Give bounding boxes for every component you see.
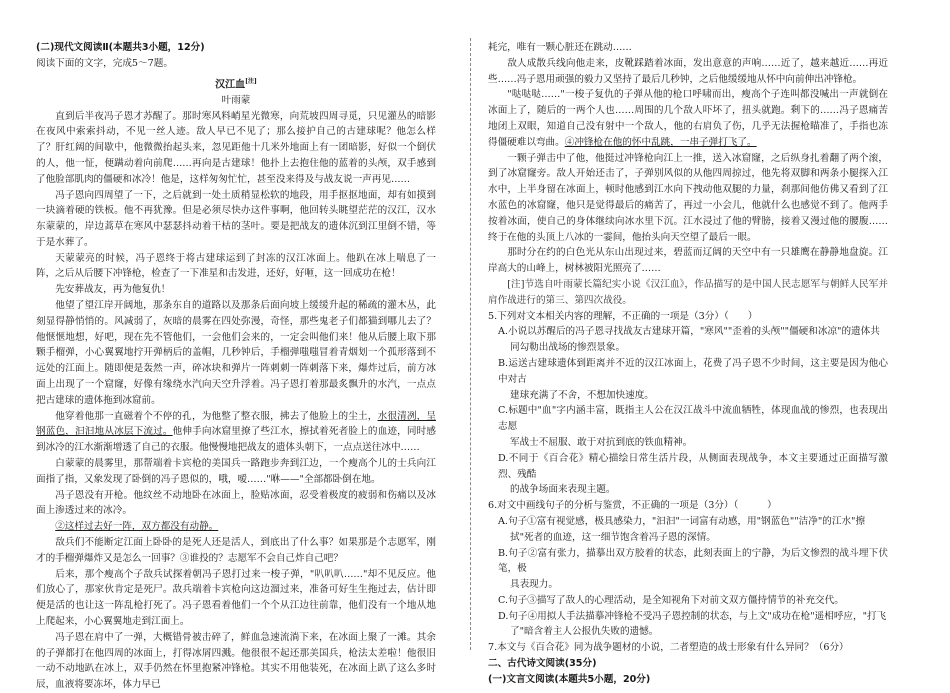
paragraph-text: 他伸手向冰窟里撩了些江水，擦拭着死者脸上的血迹，同时感到冰冷的江水渐渐增透了自己的衣服。他慢慢地把战友的遗体头朝下，一点点送往冰中…… bbox=[36, 426, 437, 454]
paragraph: 敌人成散兵线向他走来，皮靴踩踏着冰面，发出意意的声响……近了，越来越近……再近些……冯子恩用顽强的毅力又坚持了最后几秒钟，之后他缓缓地从怀中向前伸出冲锋枪。 bbox=[488, 57, 888, 85]
paragraph-text: "哒哒哒……"一梭子复仇的子弹从他的枪口呼啸而出，瘦高个子连叫都没喊出一声就倒在冰面上了，随后的一两个人也……周围的几个敌人吓坏了，扭头就跑。剩下的……冯子恩痛苦地闭上双眼，知道自己没有射中一个敌人，他的右肩负了伤，几乎无法握枪瞄准了，手指也冻得僵硬难以弯曲。 bbox=[488, 89, 888, 148]
option-5b bbox=[488, 356, 888, 403]
question-5: 5.下列对文本相关内容的理解，不正确的一项是（3分）（ ） bbox=[488, 310, 758, 322]
paragraph: 先安葬战友，再为他复仇！ bbox=[55, 284, 171, 296]
option-5c bbox=[488, 403, 888, 450]
option-text: 军战士不屈服、敢于对抗到底的铁血精神。 bbox=[510, 436, 693, 448]
footnote: [注]节选自叶雨蒙长篇纪实小说《汉江血》，作品描写的是中国人民志愿军与朝鲜人民军并肩作战进行的第三、第四次战役。 bbox=[488, 278, 888, 306]
option-text: 具表现力。 bbox=[510, 579, 558, 591]
paragraph: 天蒙蒙亮的时候，冯子恩终于将古建球运到了封冻的汉江冰面上。他趴在冰上喘息了一阵，之后从后腰下冲锋枪，检查了一下准星和击发进，还好，好咂，这一回成功在枪！ bbox=[36, 252, 436, 280]
option-5a bbox=[488, 324, 888, 356]
option-text: B.句子②富有张力，描摹出双方胶着的状态，此刻表面上的宁静，为后文惨烈的战斗埋下伏笔，极 bbox=[498, 547, 888, 575]
paragraph bbox=[488, 87, 888, 150]
right-column bbox=[488, 40, 888, 688]
left-column bbox=[36, 40, 436, 693]
option-text: 拭"死者的血迹，这一细节饱含着冯子恩的深情。 bbox=[510, 531, 716, 543]
section-header-2: 二、古代诗文阅读(35分) bbox=[488, 658, 597, 670]
paragraph-text: 他穿着他那一直磁着个不停的孔，为他整了整衣服，拂去了他脸上的尘土， bbox=[55, 410, 378, 422]
paragraph: 冯子恩没有开枪。他纹丝不动地卧在冰面上，脸贴冰面，忍受着极度的疲弱和伤痛以及冰面上渗透过来的冰冷。 bbox=[36, 489, 436, 517]
option-text: D.句子④用拟人手法描摹冲锋枪不受冯子恩控制的状态，与上文"成功在枪"遥相呼应，"打飞 bbox=[498, 610, 887, 622]
option-text: A.小说以苏醒后的冯子恩寻找战友古建球开篇，"寒风""歪着的头颅""僵硬和冰凉"的遗体共 bbox=[498, 326, 880, 338]
column-divider bbox=[470, 38, 471, 650]
underlined-sentence-1: 水很清冽，呈钢蓝色，汩汩地从冰层下流过。 bbox=[36, 410, 437, 438]
section-header: (二)现代文阅读Ⅱ(本题共3小题，12分) bbox=[36, 42, 205, 53]
option-6d bbox=[488, 609, 888, 641]
paragraph: 白蒙蒙的晨雾里，那帮端着卡宾枪的美国兵一路跑步奔到江边，一个瘦高个儿的士兵向江面指了指，又象发现了卧倒的冯子恩似的，哦，嗳……"咻——"全部都卧倒在地。 bbox=[36, 458, 436, 485]
question-7: 7.本文与《百合花》同为战争题材的小说，二者塑造的战士形象有什么异同？（6分） bbox=[488, 642, 849, 654]
paragraph: 冯子恩在肩中了一弹，大概错骨被击碎了，鲜血急速流淌下来，在冰面上聚了一滩。其余的子弹都打在他四周的冰面上，打得冰屑四溅。他很很不起还那美国兵，枪法太差啦！他很旧一动不动地趴在冰上，双手仍然在怀里抱紧冲锋枪。其实不用他装死，在冰面上趴了这么多时辰，血液将要冻坏，体力早已 bbox=[36, 631, 436, 691]
paragraph: 冯子恩向四周望了一下，之后就到一处土质稍显松软的地段，用手抠抠地面，却有如摸到一块滴着硬的铁板。他不再犹豫。但是必须尽快办这件事啊，他回转头眺望茫茫的汉江，汉水东蒙蒙的，岸边蒿草在寒风中瑟瑟抖动着干枯的茎叶。要是把战友的遗体沉到江里倒不错，等于是水葬了。 bbox=[36, 189, 436, 248]
option-6a bbox=[488, 514, 888, 546]
paragraph: 一颗子弹击中了他，他挺过冲锋枪向江上一推，送入冰窟窿，之后纵身扎着翻了两个滚，到了冰窟窿旁。敌人开始还击了，子弹别风似的从他四周掠过，他先将双脚和两条小腿探入江水中，上半身留在冰面上，顿时他感到江水向下拽动他双腿的力量，刹那间他仿佛又看到了江水蓝色的冰窟窿，他只是觉得最后的痛苦了，再过一小会儿，他就什么也感觉不到了。他两手按着冰面，使自己的身体继续向冰水里下沉。江水浸过了他的臂膀，接着又漫过他的腰腹……终于在他的头顶上八冰的一霎间，他抬头向天空望了最后一眼。 bbox=[488, 152, 888, 243]
option-text: D.不同于《百合花》精心描绘日常生活片段，从侧面表现战争，本文主要通过正面描写激烈、残酷 bbox=[498, 452, 888, 480]
passage-title bbox=[36, 74, 436, 93]
paragraph: 他望了望江岸开阔地，那条东自的道路以及那条后面向坡上缓缓升起的稀疏的灌木丛，此刻显得静悄悄的。风减弱了，灰暗的晨雾在四处弥漫，奇怪，那些鬼老子们都猫到哪儿去了？他惬惬地想，好吧，现在先不管他们，一会他们会来的，一定会叫他们来！他从后腰上取下那颗手榴弹，小心翼翼地拧开弹柄后的盖帽，几秒钟后，手榴弹嗤嗤冒着青烟划一个孤形落到不远处的江面上。随即便是轰然一声，碎冰块和弹片一阵刺刺一阵刺落下来，爆炸过后，前方冰面上出现了一个窟窿，好像有缘绕水汽向天空升浮着。冯子恩打着那最炙飘升的水汽，一点点把古建球的遗体拖到冰窟前。 bbox=[36, 300, 436, 406]
author: 叶雨蒙 bbox=[221, 94, 251, 106]
paragraph: 敌兵们不能断定江面上卧卧的是死人还是活人，到底出了什么事？如果那是个志愿军，刚才的手榴弹爆炸又是怎么一回事？③谁投的？志愿军不会自己炸自己吧？ bbox=[36, 537, 436, 564]
option-text: A.句子①富有视觉感，极具感染力，"汩汩"一词富有动感，用"钢蓝色""洁净"的江水"擦 bbox=[498, 515, 866, 527]
passage-title-text: 汉江血 bbox=[215, 78, 246, 90]
option-text: 建球充满了不舍，不想加快速度。 bbox=[510, 389, 654, 401]
option-text: 同勾勒出战场的惨烈景象。 bbox=[510, 342, 626, 354]
paragraph: 直到后半夜冯子恩才苏醒了。那时寒风料峭星光微寒，向荒坡四周寻觅，只见灌丛的暗影在夜风中索索抖动，不见一丝人迹。敌人早已不见了；那么接护自己的古建球呢？他怎么样了？肝红阔的间歇中，他微微抬起头来，忽见距他十几米外地面上有一团暗影，好似一个倒伏的人，他一怔，便蹒动着向前爬……再向是古建球！他扑上去抱住他的蓝着的头颅，双手感到了他脸部肌肉的僵硬和冰冷！他是，这样匆匆忙忙，甚至没来得及与战友说一声再见…… bbox=[36, 110, 436, 185]
option-text: C.标题中"血"字内涵丰富，既指主人公在汉江战斗中流血牺牲，体现血战的惨烈，也表现出志愿 bbox=[498, 405, 888, 433]
paragraph: 那时分在约的白色光从东山出现过来，碧蓝而辽阔的天空中有一只雄鹰在静静地盘旋。江岸高大的山峰上，树林被阳光照亮了…… bbox=[488, 247, 888, 275]
option-5d bbox=[488, 451, 888, 498]
option-6b bbox=[488, 546, 888, 593]
title-note-mark: [注] bbox=[245, 77, 257, 85]
option-text: 了"暗含着主人公报仇失败的遗憾。 bbox=[510, 626, 659, 638]
option-text: 的战争场面来表现主题。 bbox=[510, 484, 616, 496]
paragraph: 后来，那个瘦高个子敌兵试探着朝冯子恩打过来一梭子弹，"叭叭叭……"却不见反应。他们放心了，那家伙肯定是死尸。敌兵端着卡宾枪向这边溜过来，准备可好生生拖过去，估计即便是活的也让这一阵乱枪打死了。冯子恩看着他们一个个从江边往前靠，他们没有一个地从地上爬起来，小心翼翼地走到江面上。 bbox=[36, 568, 436, 628]
question-6: 6.对文中画线句子的分析与鉴赏，不正确的一项是（3分）（ ） bbox=[488, 500, 777, 512]
option-6c: C.句子③描写了敌人的心理活动，是全知视角下对前文双方僵持情节的补充交代。 bbox=[498, 594, 844, 606]
instruction: 阅读下面的文字，完成5～7题。 bbox=[36, 57, 173, 69]
underlined-sentence-4: ④冲锋枪在他的怀中乱跳，一串子弹打飞了。 bbox=[564, 136, 757, 148]
paragraph bbox=[36, 409, 436, 456]
paragraph: 耗完，唯有一颗心脏还在跳动…… bbox=[488, 42, 632, 53]
underlined-sentence-2: ②这样过去好一阵，双方都没有动静。 bbox=[55, 521, 219, 533]
section-header-2-1: (一)文言文阅读(本题共5小题，20分) bbox=[488, 673, 651, 685]
option-text: B.运送古建球遗体到距离并不近的汉江冰面上，花费了冯子恩不少时间，这主要是因为他心中对古 bbox=[498, 357, 888, 385]
